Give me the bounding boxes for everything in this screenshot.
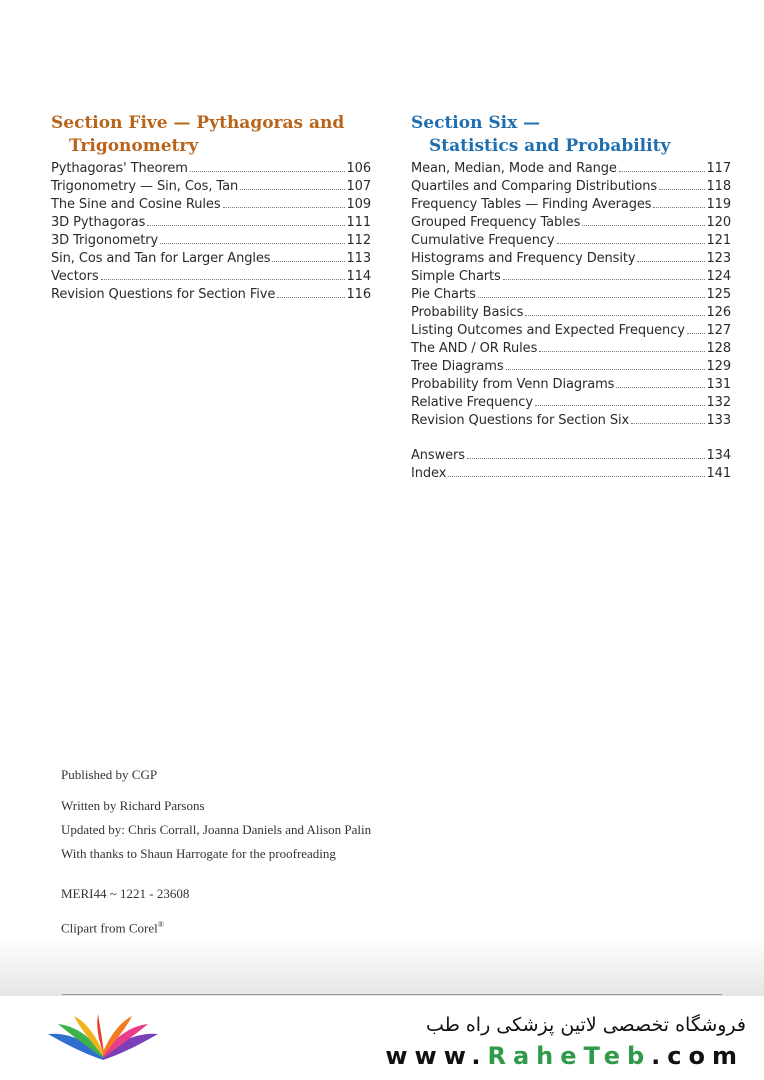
toc-entry [51, 232, 371, 250]
toc-entry-page: 107 [346, 179, 371, 194]
toc-entry-page: 141 [706, 466, 731, 481]
toc-entry-title: Sin, Cos and Tan for Larger Angles [51, 251, 271, 266]
toc-entry [51, 286, 371, 304]
dot-leader [277, 297, 345, 298]
toc-entry-page: 125 [706, 287, 731, 302]
toc-entry [411, 394, 731, 412]
dot-leader [240, 189, 345, 190]
toc-entry-title: Index [411, 466, 447, 481]
toc-entry [411, 412, 731, 430]
dot-leader [272, 261, 345, 262]
section-five-column [51, 112, 371, 304]
toc-entry-title: Pythagoras' Theorem [51, 161, 188, 176]
toc-entry-page: 131 [706, 377, 731, 392]
written-by: Written by Richard Parsons [61, 798, 205, 813]
dot-leader [147, 225, 345, 226]
toc-entry [411, 178, 731, 196]
toc-entry-title: Frequency Tables — Finding Averages [411, 197, 652, 212]
section-six-heading: Section Six — Statistics and Probability [411, 113, 671, 156]
open-book-icon [40, 1012, 166, 1068]
toc-entry-page: 126 [706, 305, 731, 320]
toc-entry [411, 196, 731, 214]
toc-entry [51, 196, 371, 214]
dot-leader [687, 333, 706, 334]
toc-entry [411, 447, 731, 465]
toc-entry [411, 465, 731, 483]
toc-entry [411, 322, 731, 340]
toc-entry-page: 111 [346, 215, 371, 230]
toc-entry-title: Tree Diagrams [411, 359, 504, 374]
toc-entry-page: 127 [706, 323, 731, 338]
toc-entry [51, 214, 371, 232]
toc-entry-title: Revision Questions for Section Six [411, 413, 630, 428]
toc-entry-page: 123 [706, 251, 731, 266]
dot-leader [525, 315, 705, 316]
shop-name: فروشگاه تخصصی لاتین پزشکی راه طب [426, 1014, 746, 1036]
toc-entry-title: Simple Charts [411, 269, 501, 284]
toc-entry-title: Relative Frequency [411, 395, 533, 410]
published-by: Published by CGP [61, 767, 158, 782]
toc-entry-title: 3D Pythagoras [51, 215, 146, 230]
dot-leader [535, 405, 706, 406]
toc-entry-title: Grouped Frequency Tables [411, 215, 581, 230]
toc-entry-title: Trigonometry — Sin, Cos, Tan [51, 179, 239, 194]
site-address: www.RaheTeb.com [385, 1042, 744, 1070]
toc-entry [411, 268, 731, 286]
dot-leader [539, 351, 705, 352]
dot-leader [637, 261, 705, 262]
toc-entry-page: 128 [706, 341, 731, 356]
toc-entry-page: 118 [706, 179, 731, 194]
toc-entry-page: 133 [706, 413, 731, 428]
toc-entry [411, 160, 731, 178]
toc-entry [411, 304, 731, 322]
thanks-line: With thanks to Shaun Harrogate for the proofreading [61, 846, 336, 861]
dot-leader [557, 243, 706, 244]
dot-leader [653, 207, 705, 208]
toc-entry [411, 214, 731, 232]
section-six-column [411, 112, 731, 483]
dot-leader [478, 297, 706, 298]
toc-entry [51, 268, 371, 286]
toc-entry [51, 250, 371, 268]
toc-entry-title: Probability Basics [411, 305, 524, 320]
dot-leader [582, 225, 705, 226]
toc-entry [51, 178, 371, 196]
dot-leader [448, 476, 705, 477]
dot-leader [503, 279, 706, 280]
dot-leader [160, 243, 345, 244]
product-code: MERI44 ~ 1221 - 23608 [61, 886, 190, 901]
toc-entry-title: Listing Outcomes and Expected Frequency [411, 323, 685, 338]
toc-entry-title: The Sine and Cosine Rules [51, 197, 221, 212]
toc-entry [411, 376, 731, 394]
toc-entry-title: The AND / OR Rules [411, 341, 538, 356]
dot-leader [223, 207, 346, 208]
toc-entry [411, 250, 731, 268]
toc-entry-title: Vectors [51, 269, 99, 284]
toc-entry-page: 113 [346, 251, 371, 266]
toc-entry-page: 117 [706, 161, 731, 176]
toc-entry-title: Answers [411, 448, 465, 463]
toc-entry-page: 119 [706, 197, 731, 212]
toc-entry-title: Pie Charts [411, 287, 476, 302]
toc-entry-page: 120 [706, 215, 731, 230]
toc-entry-title: Probability from Venn Diagrams [411, 377, 615, 392]
toc-entry-page: 129 [706, 359, 731, 374]
toc-entry-title: Histograms and Frequency Density [411, 251, 636, 266]
toc-entry [411, 358, 731, 376]
bottom-shade [0, 935, 764, 1000]
toc-entry [411, 340, 731, 358]
dot-leader [616, 387, 705, 388]
toc-entry-page: 124 [706, 269, 731, 284]
section-five-list [51, 160, 371, 304]
toc-entry-page: 109 [346, 197, 371, 212]
section-six-list [411, 160, 731, 430]
toc-entry-page: 106 [346, 161, 371, 176]
clipart-line: Clipart from Corel® [61, 920, 164, 936]
back-matter-list [411, 447, 731, 483]
toc-entry-title: Cumulative Frequency [411, 233, 555, 248]
dot-leader [619, 171, 706, 172]
toc-entry-page: 112 [346, 233, 371, 248]
section-five-heading: Section Five — Pythagoras and Trigonometry [51, 113, 345, 156]
dot-leader [190, 171, 346, 172]
toc-entry-page: 114 [346, 269, 371, 284]
dot-leader [631, 423, 705, 424]
toc-entry-title: 3D Trigonometry [51, 233, 159, 248]
dot-leader [467, 458, 706, 459]
page-border-line [62, 994, 722, 995]
toc-entry-title: Mean, Median, Mode and Range [411, 161, 617, 176]
toc-entry [411, 286, 731, 304]
toc-entry-title: Quartiles and Comparing Distributions [411, 179, 658, 194]
toc-entry-page: 134 [706, 448, 731, 463]
dot-leader [506, 369, 706, 370]
toc-entry [51, 160, 371, 178]
dot-leader [101, 279, 346, 280]
toc-entry-page: 121 [706, 233, 731, 248]
dot-leader [659, 189, 705, 190]
toc-entry-page: 116 [346, 287, 371, 302]
toc-entry-title: Revision Questions for Section Five [51, 287, 276, 302]
toc-entry-page: 132 [706, 395, 731, 410]
toc-entry [411, 232, 731, 250]
updated-by: Updated by: Chris Corrall, Joanna Daniels and Alison Palin [61, 822, 372, 837]
